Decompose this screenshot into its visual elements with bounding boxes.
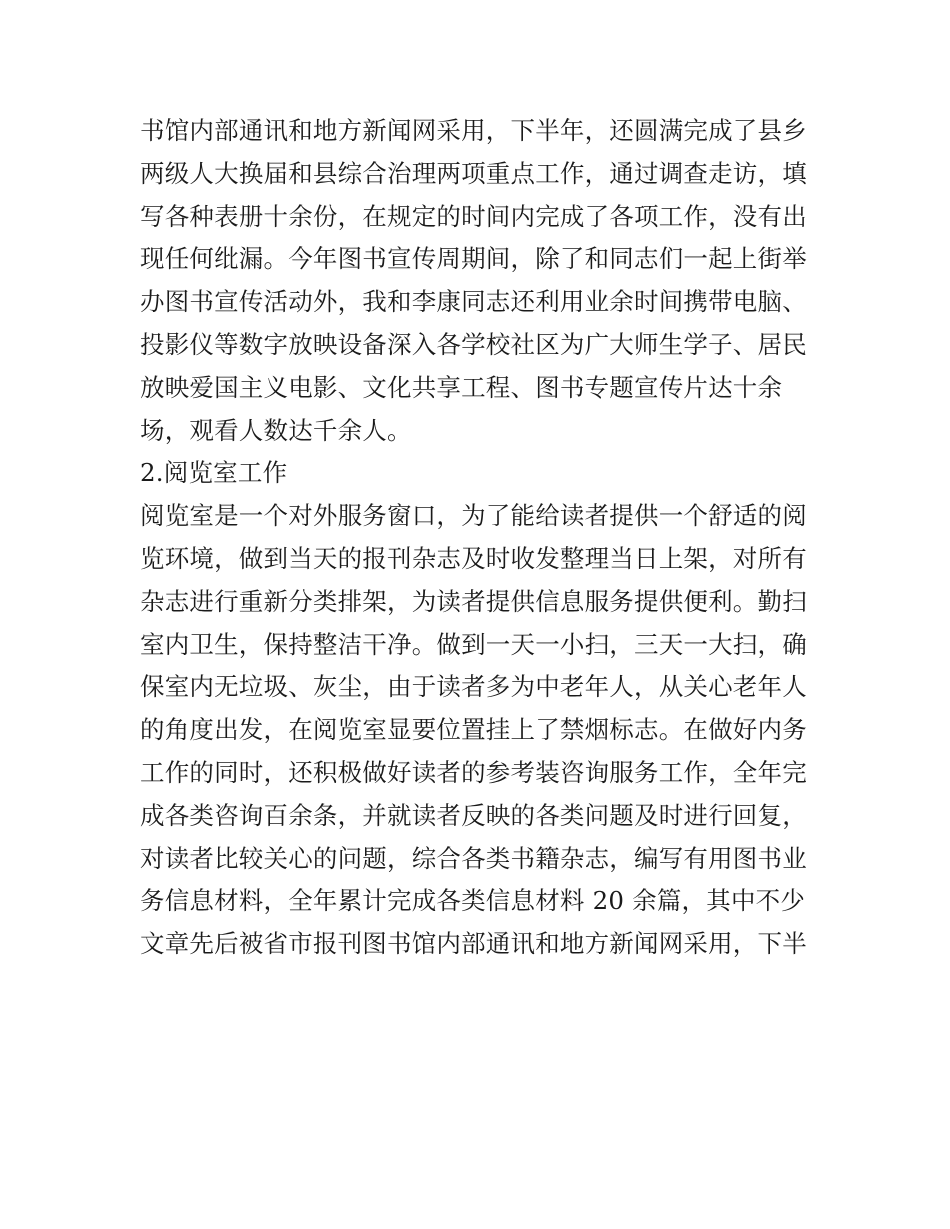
paragraph-line: 览环境，做到当天的报刊杂志及时收发整理当日上架，对所有 bbox=[140, 543, 807, 573]
paragraph-line: 放映爱国主义电影、文化共享工程、图书专题宣传片达十余 bbox=[140, 372, 783, 402]
paragraph-line: 投影仪等数字放映设备深入各学校社区为广大师生学子、居民 bbox=[140, 329, 807, 359]
paragraph-line: 成各类咨询百余条，并就读者反映的各类问题及时进行回复， bbox=[140, 800, 807, 830]
paragraph-line: 务信息材料，全年累计完成各类信息材料 20 余篇，其中不少 bbox=[140, 886, 806, 916]
paragraph-line: 室内卫生，保持整洁干净。做到一天一小扫，三天一大扫，确 bbox=[140, 629, 807, 659]
paragraph-line: 场，观看人数达千余人。 bbox=[140, 415, 412, 445]
document-body bbox=[140, 110, 820, 966]
paragraph-line: 现任何纰漏。今年图书宣传周期间，除了和同志们一起上街举 bbox=[140, 244, 807, 274]
section-heading: 2.阅览室工作 bbox=[140, 458, 288, 488]
paragraph-line: 工作的同时，还积极做好读者的参考装咨询服务工作，全年完 bbox=[140, 757, 807, 787]
paragraph-line: 对读者比较关心的问题，综合各类书籍杂志，编写有用图书业 bbox=[140, 843, 807, 873]
paragraph-line: 文章先后被省市报刊图书馆内部通讯和地方新闻网采用，下半 bbox=[140, 929, 807, 959]
paragraph-line: 杂志进行重新分类排架，为读者提供信息服务提供便利。勤扫 bbox=[140, 586, 807, 616]
paragraph-line: 书馆内部通讯和地方新闻网采用，下半年，还圆满完成了县乡 bbox=[140, 116, 807, 145]
paragraph-line: 两级人大换届和县综合治理两项重点工作，通过调查走访，填 bbox=[140, 158, 807, 188]
paragraph-line: 办图书宣传活动外，我和李康同志还利用业余时间携带电脑、 bbox=[140, 287, 807, 317]
paragraph-line: 保室内无垃圾、灰尘，由于读者多为中老年人，从关心老年人 bbox=[140, 672, 807, 702]
paragraph-line: 写各种表册十余份，在规定的时间内完成了各项工作，没有出 bbox=[140, 201, 807, 231]
paragraph-line: 的角度出发，在阅览室显要位置挂上了禁烟标志。在做好内务 bbox=[140, 715, 807, 745]
paragraph-line: 阅览室是一个对外服务窗口，为了能给读者提供一个舒适的阅 bbox=[140, 501, 807, 531]
